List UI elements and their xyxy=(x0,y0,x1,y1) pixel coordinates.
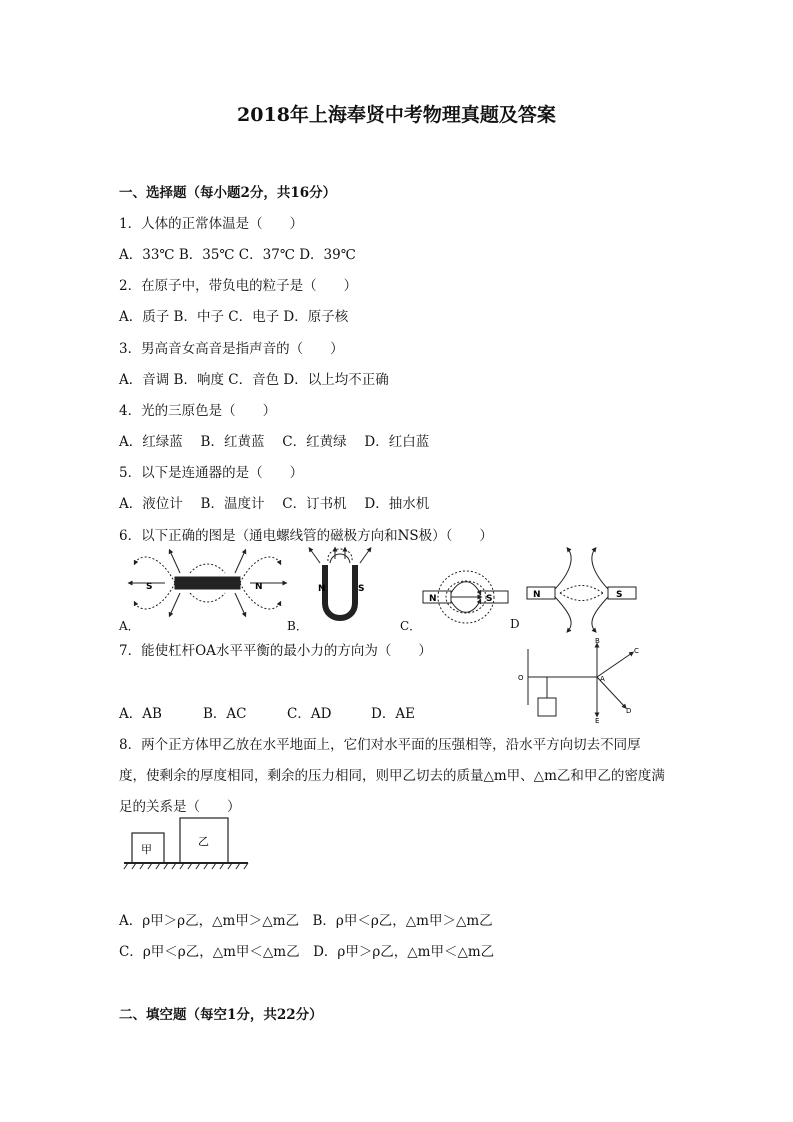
question-7-stem: 7．能使杠杆OA水平平衡的最小力的方向为（ ） xyxy=(119,643,432,659)
question-4-options: A．红绿蓝 B．红黄蓝 C．红黄绿 D．红白蓝 xyxy=(119,434,430,450)
question-8-stem-line-2: 度，使剩余的厚度相同，剩余的压力相同，则甲乙切去的质量△m甲、△m乙和甲乙的密度满 xyxy=(119,768,665,784)
lever-point-b: B xyxy=(595,637,600,645)
question-4-stem: 4．光的三原色是（ ） xyxy=(119,403,277,419)
lever-weight xyxy=(538,698,556,716)
question-7-option-c: C．AD xyxy=(287,706,332,722)
section-2-heading: 二、填空题（每空1分，共22分） xyxy=(119,1007,323,1023)
question-7-option-d: D．AE xyxy=(371,706,415,722)
figure-c-pole-s: S xyxy=(486,594,493,604)
question-8-stem-line-3: 足的关系是（ ） xyxy=(119,799,241,815)
figure-a-pole-s: S xyxy=(146,582,153,592)
question-6-stem: 6．以下正确的图是（通电螺线管的磁极方向和NS极）（ ） xyxy=(119,528,493,544)
question-5-options: A．液位计 B．温度计 C．订书机 D．抽水机 xyxy=(119,496,430,512)
question-2-stem: 2．在原子中，带负电的粒子是（ ） xyxy=(119,278,358,294)
section-1-heading: 一、选择题（每小题2分，共16分） xyxy=(119,185,337,201)
question-8-options-cd: C．ρ甲＜ρ乙，△m甲＜△m乙 D．ρ甲＞ρ乙，△m甲＜△m乙 xyxy=(119,944,495,960)
figure-b-label: B． xyxy=(287,619,308,633)
cubes-figure xyxy=(122,815,252,875)
page-title: 2018年上海奉贤中考物理真题及答案 xyxy=(237,104,556,126)
force-ac xyxy=(597,653,632,677)
lever-point-a: A xyxy=(600,675,605,683)
lever-point-c: C xyxy=(634,647,639,655)
figure-c-label: C． xyxy=(400,619,422,633)
question-7-option-a: A．AB xyxy=(119,706,162,722)
figure-b-pole-n: N xyxy=(318,584,326,594)
lever-figure xyxy=(510,635,660,725)
question-3-stem: 3．男高音女高音是指声音的（ ） xyxy=(119,341,344,357)
figure-c-pole-n: N xyxy=(429,594,437,604)
magnetic-field-figures xyxy=(120,543,650,633)
lever-point-e: E xyxy=(595,717,600,725)
figure-d-pole-n: N xyxy=(533,590,541,600)
figure-d-label: D xyxy=(510,617,520,631)
cube-yi-label: 乙 xyxy=(198,835,209,848)
question-3-options: A．音调 B．响度 C．音色 D．以上均不正确 xyxy=(119,372,389,388)
question-1-stem: 1．人体的正常体温是（ ） xyxy=(119,216,304,232)
figure-b-pole-s: S xyxy=(358,584,365,594)
question-8-stem-line-1: 8．两个正方体甲乙放在水平地面上，它们对水平面的压强相等，沿水平方向切去不同厚 xyxy=(119,737,641,753)
question-5-stem: 5．以下是连通器的是（ ） xyxy=(119,465,304,481)
figure-a-coil xyxy=(175,577,240,589)
question-2-options: A．质子 B．中子 C．电子 D．原子核 xyxy=(119,309,349,325)
question-1-options: A．33℃ B．35℃ C．37℃ D．39℃ xyxy=(119,247,356,263)
question-8-options-ab: A．ρ甲＞ρ乙，△m甲＞△m乙 B．ρ甲＜ρ乙，△m甲＞△m乙 xyxy=(119,913,493,929)
cube-jia-label: 甲 xyxy=(141,843,152,856)
lever-point-o: O xyxy=(518,674,524,682)
lever-point-d: D xyxy=(626,707,632,715)
figure-a-label: A． xyxy=(119,619,140,633)
figure-d-pole-s: S xyxy=(616,590,623,600)
question-7-option-b: B．AC xyxy=(203,706,247,722)
figure-a-pole-n: N xyxy=(255,582,263,592)
